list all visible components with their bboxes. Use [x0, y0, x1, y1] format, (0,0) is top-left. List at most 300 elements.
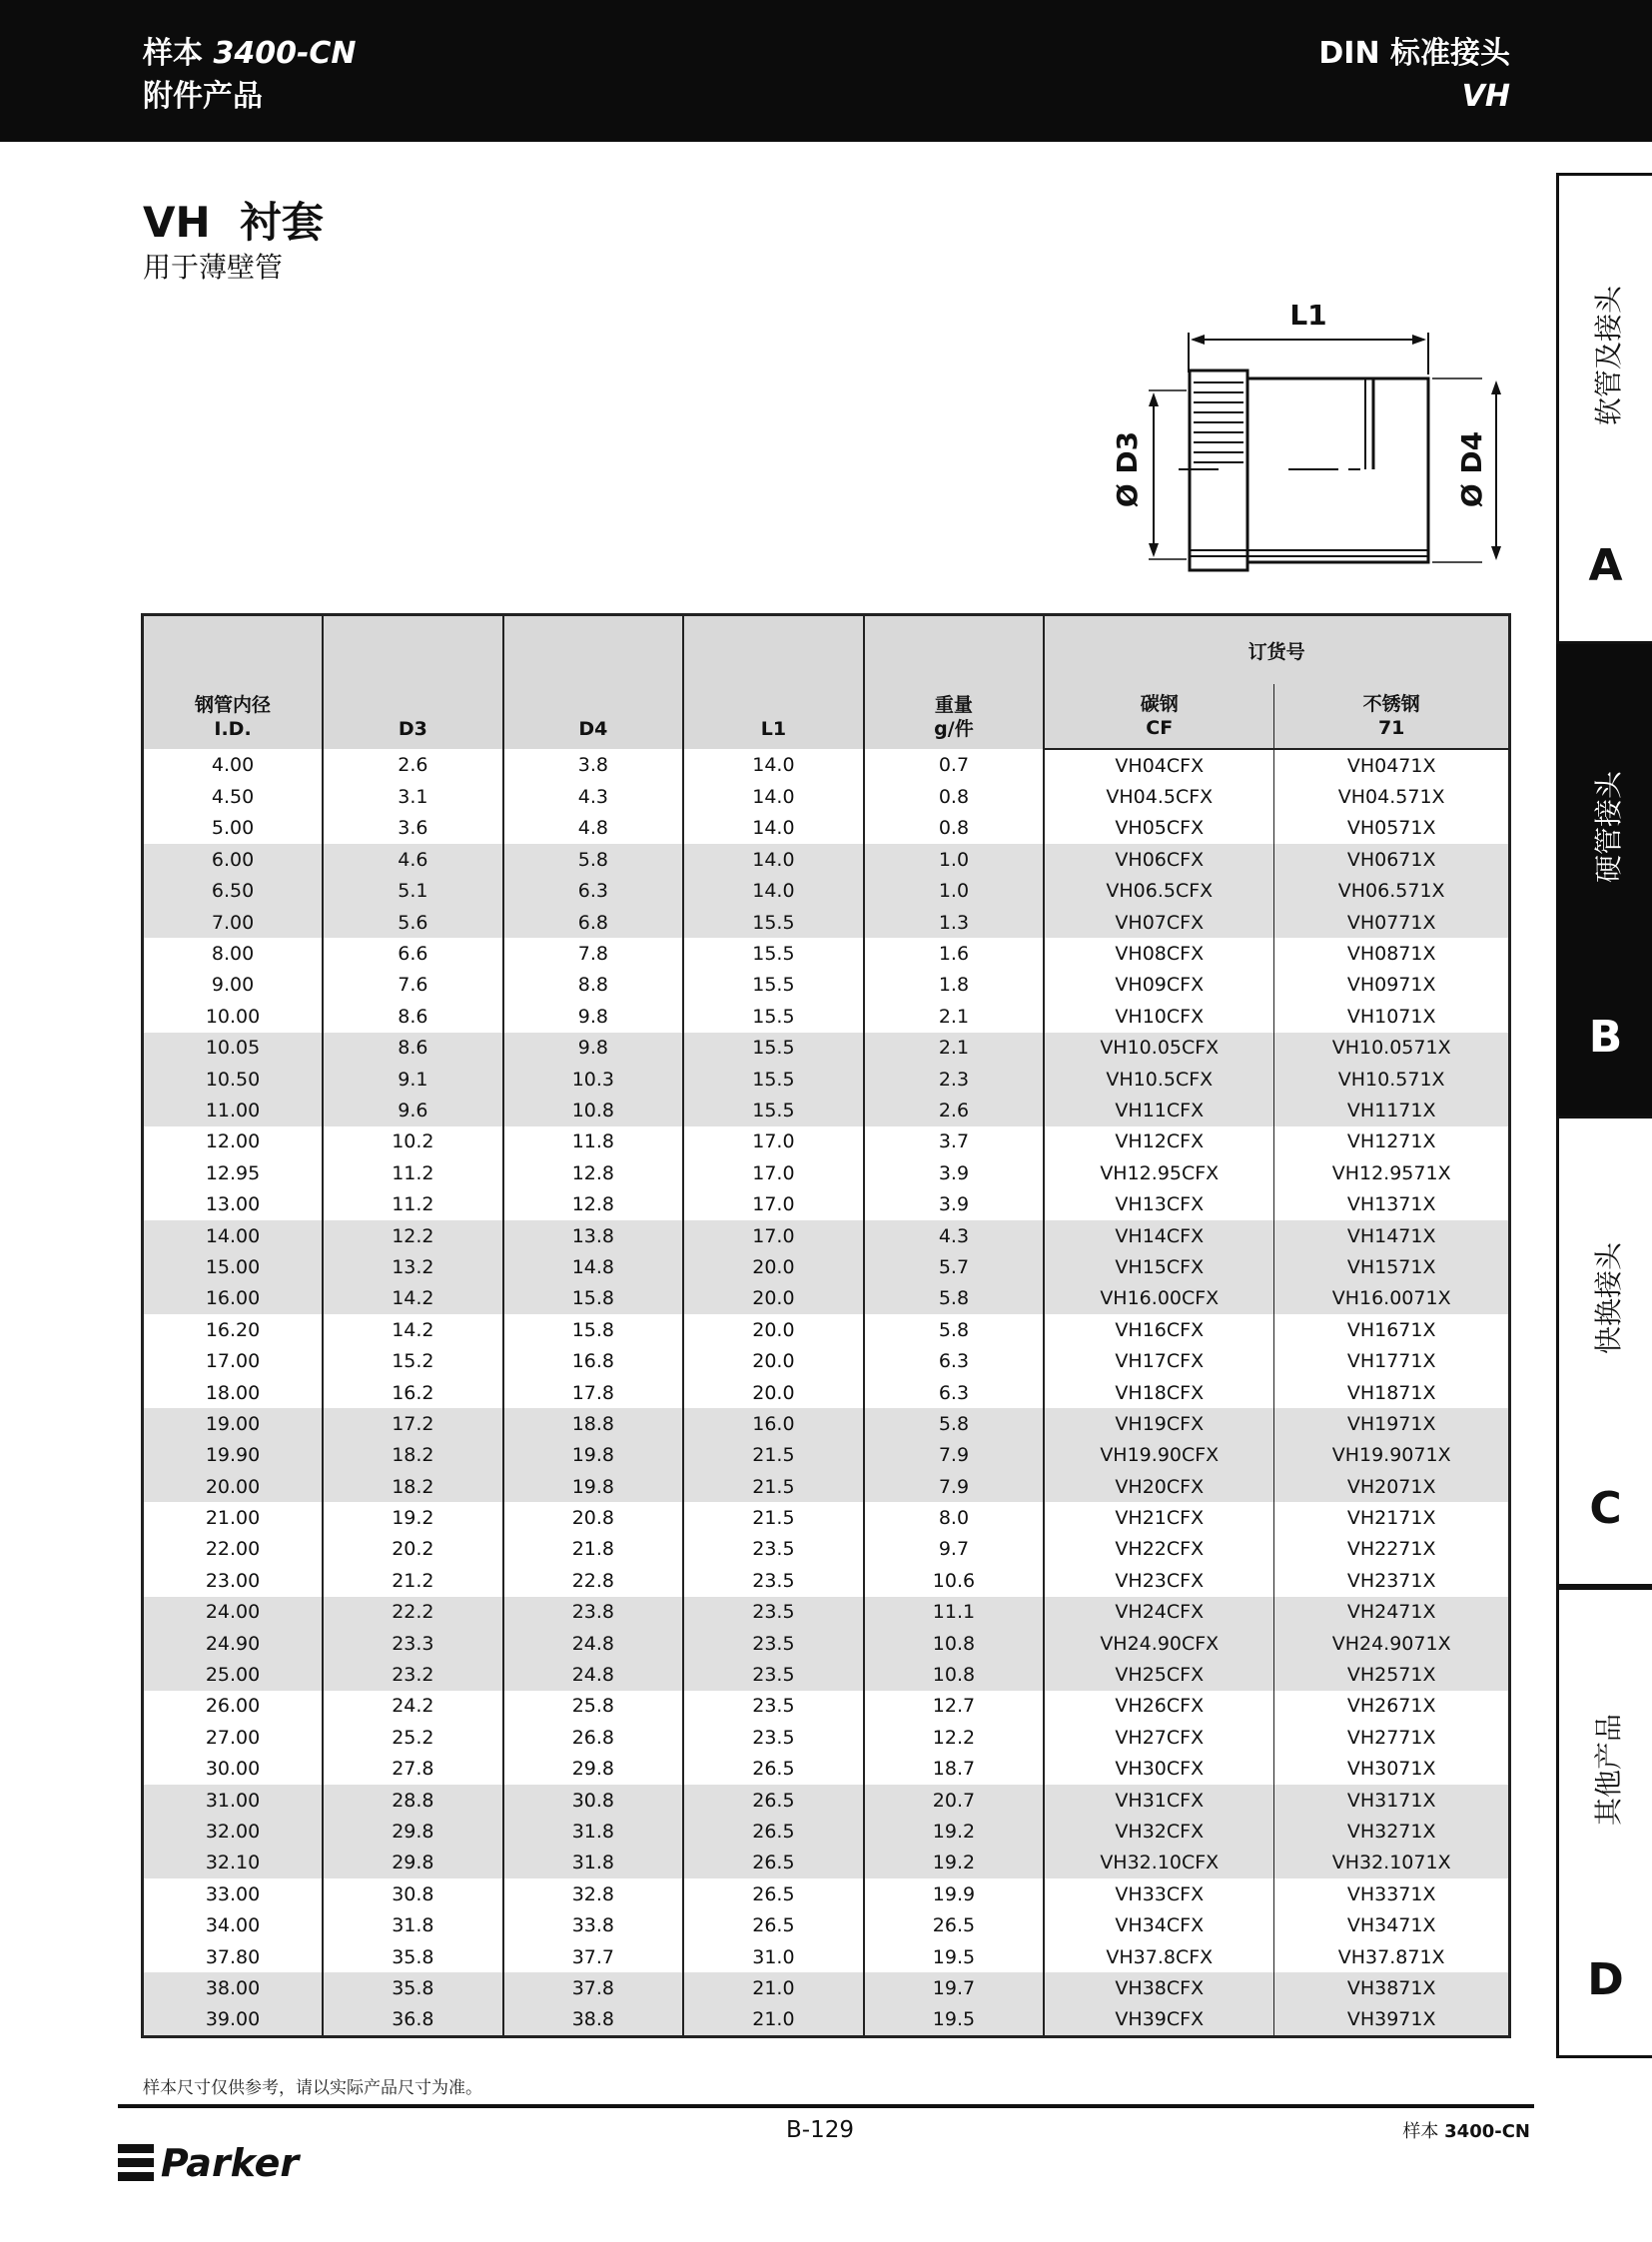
table-row [143, 1251, 1510, 1282]
table-cell: VH06.5CFX [1044, 876, 1274, 907]
table-cell: 17.0 [683, 1220, 864, 1251]
table-cell: 9.1 [323, 1064, 503, 1095]
table-cell: 0.7 [864, 749, 1045, 781]
section-name: 附件产品 [143, 79, 263, 114]
table-cell: 11.1 [864, 1597, 1045, 1628]
product-code: VH [1461, 79, 1510, 114]
table-cell: 10.50 [143, 1064, 324, 1095]
table-cell: 13.00 [143, 1188, 324, 1219]
table-cell: 10.8 [864, 1659, 1045, 1690]
table-row [143, 1471, 1510, 1502]
table-cell: 12.2 [323, 1220, 503, 1251]
table-cell: VH19.90CFX [1044, 1440, 1274, 1471]
label-l1: L1 [1289, 299, 1327, 332]
table-cell: 37.8 [503, 1972, 684, 2003]
table-cell: 1.0 [864, 844, 1045, 875]
table-cell: 5.1 [323, 876, 503, 907]
table-cell: VH0871X [1274, 938, 1510, 969]
tab-c-label: 快换接头 [1592, 1241, 1625, 1355]
table-cell: 24.8 [503, 1628, 684, 1659]
table-row [143, 1377, 1510, 1408]
table-cell: 23.5 [683, 1565, 864, 1596]
table-cell: VH04CFX [1044, 749, 1274, 781]
header-l1: L1 [683, 615, 864, 750]
table-cell: 32.10 [143, 1848, 324, 1878]
table-cell: 32.8 [503, 1878, 684, 1909]
table-cell: VH05CFX [1044, 813, 1274, 844]
table-cell: VH0471X [1274, 749, 1510, 781]
table-cell: 7.9 [864, 1471, 1045, 1502]
tab-b[interactable] [1556, 644, 1652, 1116]
table-cell: VH2271X [1274, 1534, 1510, 1565]
table-cell: 25.2 [323, 1722, 503, 1753]
table-cell: VH04.571X [1274, 781, 1510, 812]
table-cell: 38.00 [143, 1972, 324, 2003]
table-cell: 1.6 [864, 938, 1045, 969]
sleeve-drawing [1099, 295, 1528, 584]
table-cell: VH1271X [1274, 1126, 1510, 1157]
table-cell: VH10CFX [1044, 1001, 1274, 1032]
catalog-reference: 样本 3400-CN [1402, 2121, 1530, 2142]
table-cell: 29.8 [503, 1754, 684, 1785]
table-cell: 20.00 [143, 1471, 324, 1502]
table-cell: VH3871X [1274, 1972, 1510, 2003]
table-cell: 31.00 [143, 1785, 324, 1816]
table-cell: VH24.90CFX [1044, 1628, 1274, 1659]
table-cell: VH39CFX [1044, 2004, 1274, 2037]
table-cell: 11.2 [323, 1188, 503, 1219]
table-cell: VH3171X [1274, 1785, 1510, 1816]
table-row [143, 2004, 1510, 2037]
table-cell: VH20CFX [1044, 1471, 1274, 1502]
table-row [143, 1754, 1510, 1785]
table-cell: 5.7 [864, 1251, 1045, 1282]
table-cell: 5.8 [864, 1314, 1045, 1345]
table-cell: 18.7 [864, 1754, 1045, 1785]
table-cell: 22.00 [143, 1534, 324, 1565]
table-cell: 23.5 [683, 1691, 864, 1722]
table-cell: 2.3 [864, 1064, 1045, 1095]
table-cell: VH3071X [1274, 1754, 1510, 1785]
table-cell: 36.8 [323, 2004, 503, 2037]
table-cell: VH19.9071X [1274, 1440, 1510, 1471]
table-row [143, 1001, 1510, 1032]
table-cell: 16.20 [143, 1314, 324, 1345]
table-cell: 7.00 [143, 907, 324, 938]
table-cell: 23.00 [143, 1565, 324, 1596]
table-cell: 10.8 [864, 1628, 1045, 1659]
table-cell: VH1471X [1274, 1220, 1510, 1251]
table-row [143, 1972, 1510, 2003]
table-cell: VH1671X [1274, 1314, 1510, 1345]
table-cell: VH23CFX [1044, 1565, 1274, 1596]
table-cell: 12.00 [143, 1126, 324, 1157]
table-cell: VH10.5CFX [1044, 1064, 1274, 1095]
table-cell: 30.00 [143, 1754, 324, 1785]
table-cell: 6.8 [503, 907, 684, 938]
table-cell: 14.00 [143, 1220, 324, 1251]
table-cell: 4.00 [143, 749, 324, 781]
table-cell: VH22CFX [1044, 1534, 1274, 1565]
table-cell: 14.0 [683, 781, 864, 812]
tab-c[interactable] [1556, 1116, 1652, 1587]
table-cell: VH1371X [1274, 1188, 1510, 1219]
table-cell: 19.2 [323, 1502, 503, 1533]
table-cell: VH1971X [1274, 1408, 1510, 1439]
product-category: DIN 标准接头 [1318, 36, 1510, 71]
footnote: 样本尺寸仅供参考，请以实际产品尺寸为准。 [143, 2078, 482, 2098]
table-cell: VH2571X [1274, 1659, 1510, 1690]
header-id: 钢管内径 I.D. [143, 615, 324, 750]
table-cell: 27.00 [143, 1722, 324, 1753]
table-cell: 18.2 [323, 1440, 503, 1471]
header-d4: D4 [503, 615, 684, 750]
table-cell: VH10.05CFX [1044, 1033, 1274, 1064]
section-tabs [1556, 173, 1652, 2060]
table-cell: 15.5 [683, 907, 864, 938]
table-cell: 4.3 [864, 1220, 1045, 1251]
table-cell: 19.5 [864, 1941, 1045, 1972]
table-cell: VH0971X [1274, 970, 1510, 1001]
table-cell: 3.6 [323, 813, 503, 844]
catalog-title: 样本 3400-CN [143, 36, 357, 71]
table-cell: 20.7 [864, 1785, 1045, 1816]
table-cell: 2.1 [864, 1033, 1045, 1064]
table-cell: 15.5 [683, 1095, 864, 1125]
header-stainless-steel: 不锈钢 71 [1274, 684, 1510, 749]
table-cell: VH2471X [1274, 1597, 1510, 1628]
table-cell: VH33CFX [1044, 1878, 1274, 1909]
table-cell: 10.00 [143, 1001, 324, 1032]
table-cell: VH0571X [1274, 813, 1510, 844]
table-cell: VH19CFX [1044, 1408, 1274, 1439]
table-cell: VH12.9571X [1274, 1157, 1510, 1188]
table-cell: VH2071X [1274, 1471, 1510, 1502]
footer-rule [118, 2104, 1534, 2108]
table-cell: 39.00 [143, 2004, 324, 2037]
table-row [143, 1126, 1510, 1157]
table-cell: 35.8 [323, 1972, 503, 2003]
table-row [143, 1283, 1510, 1314]
table-cell: 6.00 [143, 844, 324, 875]
table-row [143, 781, 1510, 812]
table-cell: 13.2 [323, 1251, 503, 1282]
table-cell: 9.6 [323, 1095, 503, 1125]
table-cell: 20.2 [323, 1534, 503, 1565]
table-cell: 11.2 [323, 1157, 503, 1188]
table-cell: 21.0 [683, 1972, 864, 2003]
table-cell: VH32.10CFX [1044, 1848, 1274, 1878]
table-row [143, 1345, 1510, 1376]
table-cell: 19.8 [503, 1471, 684, 1502]
table-row [143, 907, 1510, 938]
table-cell: 26.5 [864, 1909, 1045, 1940]
table-cell: 1.8 [864, 970, 1045, 1001]
table-cell: VH1771X [1274, 1345, 1510, 1376]
table-cell: VH37.8CFX [1044, 1941, 1274, 1972]
table-cell: 15.5 [683, 1001, 864, 1032]
table-cell: VH10.571X [1274, 1064, 1510, 1095]
table-cell: VH32CFX [1044, 1816, 1274, 1847]
table-cell: VH11CFX [1044, 1095, 1274, 1125]
table-cell: 18.2 [323, 1471, 503, 1502]
table-cell: 8.00 [143, 938, 324, 969]
table-row [143, 1941, 1510, 1972]
header-bar [0, 0, 1652, 142]
table-cell: 5.00 [143, 813, 324, 844]
tab-d-label: 其他产品 [1592, 1713, 1625, 1827]
table-cell: VH37.871X [1274, 1941, 1510, 1972]
table-row [143, 1440, 1510, 1471]
table-cell: VH1071X [1274, 1001, 1510, 1032]
table-row [143, 1597, 1510, 1628]
table-row [143, 970, 1510, 1001]
table-cell: 12.8 [503, 1188, 684, 1219]
table-cell: VH04.5CFX [1044, 781, 1274, 812]
table-cell: 7.9 [864, 1440, 1045, 1471]
table-cell: 31.8 [503, 1848, 684, 1878]
table-cell: 15.8 [503, 1283, 684, 1314]
table-cell: 26.5 [683, 1785, 864, 1816]
label-d4: Ø D4 [1455, 430, 1488, 508]
table-cell: VH16CFX [1044, 1314, 1274, 1345]
table-cell: VH15CFX [1044, 1251, 1274, 1282]
tab-b-label: 硬管接头 [1592, 770, 1625, 884]
table-cell: 33.00 [143, 1878, 324, 1909]
table-cell: 24.90 [143, 1628, 324, 1659]
table-cell: VH06CFX [1044, 844, 1274, 875]
table-cell: 31.8 [323, 1909, 503, 1940]
table-cell: VH2771X [1274, 1722, 1510, 1753]
table-cell: 23.5 [683, 1659, 864, 1690]
table-cell: 26.5 [683, 1816, 864, 1847]
table-cell: 12.7 [864, 1691, 1045, 1722]
tab-d[interactable] [1556, 1587, 1652, 2058]
table-cell: VH24.9071X [1274, 1628, 1510, 1659]
table-cell: 26.5 [683, 1909, 864, 1940]
table-cell: VH18CFX [1044, 1377, 1274, 1408]
table-cell: VH38CFX [1044, 1972, 1274, 2003]
table-cell: 14.0 [683, 813, 864, 844]
table-cell: VH16.00CFX [1044, 1283, 1274, 1314]
table-cell: 16.2 [323, 1377, 503, 1408]
table-cell: VH3971X [1274, 2004, 1510, 2037]
table-cell: 30.8 [323, 1878, 503, 1909]
table-cell: 13.8 [503, 1220, 684, 1251]
table-cell: VH0771X [1274, 907, 1510, 938]
table-cell: 6.3 [864, 1345, 1045, 1376]
table-cell: 4.50 [143, 781, 324, 812]
table-cell: 12.2 [864, 1722, 1045, 1753]
table-cell: VH14CFX [1044, 1220, 1274, 1251]
table-cell: 23.2 [323, 1659, 503, 1690]
table-cell: 15.00 [143, 1251, 324, 1282]
table-cell: 9.7 [864, 1534, 1045, 1565]
table-cell: 21.8 [503, 1534, 684, 1565]
table-cell: 3.8 [503, 749, 684, 781]
table-cell: VH30CFX [1044, 1754, 1274, 1785]
table-cell: 20.0 [683, 1283, 864, 1314]
table-cell: 19.90 [143, 1440, 324, 1471]
table-cell: 0.8 [864, 813, 1045, 844]
table-cell: VH27CFX [1044, 1722, 1274, 1753]
table-cell: 33.8 [503, 1909, 684, 1940]
table-cell: 19.8 [503, 1440, 684, 1471]
table-cell: 20.8 [503, 1502, 684, 1533]
tab-b-letter: B [1588, 1012, 1623, 1063]
table-cell: 19.5 [864, 2004, 1045, 2037]
table-cell: 1.3 [864, 907, 1045, 938]
tab-d-letter: D [1587, 1954, 1624, 2005]
table-cell: 14.2 [323, 1283, 503, 1314]
table-cell: VH09CFX [1044, 970, 1274, 1001]
table-cell: 12.8 [503, 1157, 684, 1188]
table-cell: VH12.95CFX [1044, 1157, 1274, 1188]
table-cell: 25.00 [143, 1659, 324, 1690]
table-cell: 16.0 [683, 1408, 864, 1439]
table-cell: 17.8 [503, 1377, 684, 1408]
table-cell: 15.5 [683, 938, 864, 969]
table-cell: 38.8 [503, 2004, 684, 2037]
table-row [143, 1220, 1510, 1251]
table-cell: 5.6 [323, 907, 503, 938]
table-row [143, 1095, 1510, 1125]
table-cell: 9.00 [143, 970, 324, 1001]
table-cell: 22.8 [503, 1565, 684, 1596]
table-cell: 21.0 [683, 2004, 864, 2037]
table-cell: 5.8 [864, 1283, 1045, 1314]
table-cell: 28.8 [323, 1785, 503, 1816]
table-cell: 23.8 [503, 1597, 684, 1628]
table-cell: 2.6 [323, 749, 503, 781]
header-order-number: 订货号 [1044, 615, 1509, 685]
table-cell: 1.0 [864, 876, 1045, 907]
table-cell: VH1571X [1274, 1251, 1510, 1282]
tab-c-letter: C [1589, 1483, 1622, 1534]
table-cell: 19.9 [864, 1878, 1045, 1909]
table-cell: 21.00 [143, 1502, 324, 1533]
table-cell: 18.00 [143, 1377, 324, 1408]
table-cell: 15.5 [683, 1064, 864, 1095]
table-cell: 24.00 [143, 1597, 324, 1628]
header-right [1318, 32, 1510, 118]
table-cell: 6.6 [323, 938, 503, 969]
table-cell: VH34CFX [1044, 1909, 1274, 1940]
table-cell: 30.8 [503, 1785, 684, 1816]
table-row [143, 938, 1510, 969]
table-cell: VH1871X [1274, 1377, 1510, 1408]
table-cell: 27.8 [323, 1754, 503, 1785]
tab-a-label: 软管及接头 [1592, 285, 1625, 426]
table-cell: 21.5 [683, 1471, 864, 1502]
table-cell: VH10.0571X [1274, 1033, 1510, 1064]
table-cell: 25.8 [503, 1691, 684, 1722]
page-subtitle: 用于薄壁管 [143, 251, 284, 284]
table-cell: 6.50 [143, 876, 324, 907]
table-cell: 5.8 [503, 844, 684, 875]
table-cell: 17.0 [683, 1126, 864, 1157]
table-cell: 0.8 [864, 781, 1045, 812]
table-cell: VH31CFX [1044, 1785, 1274, 1816]
table-cell: 34.00 [143, 1909, 324, 1940]
table-cell: 9.8 [503, 1033, 684, 1064]
page-number: B-129 [786, 2117, 854, 2143]
table-cell: 11.8 [503, 1126, 684, 1157]
table-cell: 11.00 [143, 1095, 324, 1125]
table-cell: VH2171X [1274, 1502, 1510, 1533]
table-cell: VH2371X [1274, 1565, 1510, 1596]
table-cell: VH32.1071X [1274, 1848, 1510, 1878]
table-cell: 19.00 [143, 1408, 324, 1439]
table-cell: 8.6 [323, 1033, 503, 1064]
table-cell: 14.2 [323, 1314, 503, 1345]
table-row [143, 1314, 1510, 1345]
table-row [143, 1188, 1510, 1219]
table-cell: 10.3 [503, 1064, 684, 1095]
table-cell: 3.9 [864, 1188, 1045, 1219]
table-cell: 23.5 [683, 1534, 864, 1565]
table-cell: 18.8 [503, 1408, 684, 1439]
table-cell: 16.8 [503, 1345, 684, 1376]
parker-logo-text: Parker [160, 2141, 300, 2185]
header-d3: D3 [323, 615, 503, 750]
table-cell: 8.6 [323, 1001, 503, 1032]
table-row [143, 1848, 1510, 1878]
tab-a-letter: A [1588, 540, 1623, 591]
table-cell: VH13CFX [1044, 1188, 1274, 1219]
table-cell: 19.7 [864, 1972, 1045, 2003]
table-row [143, 749, 1510, 781]
table-cell: 26.00 [143, 1691, 324, 1722]
table-cell: VH25CFX [1044, 1659, 1274, 1690]
table-row [143, 1534, 1510, 1565]
table-cell: 15.8 [503, 1314, 684, 1345]
table-cell: VH17CFX [1044, 1345, 1274, 1376]
table-cell: 31.8 [503, 1816, 684, 1847]
table-cell: 26.8 [503, 1722, 684, 1753]
table-row [143, 1064, 1510, 1095]
table-cell: 2.6 [864, 1095, 1045, 1125]
table-cell: 5.8 [864, 1408, 1045, 1439]
table-cell: 31.0 [683, 1941, 864, 1972]
table-cell: 22.2 [323, 1597, 503, 1628]
table-row [143, 1408, 1510, 1439]
table-cell: 3.1 [323, 781, 503, 812]
spec-table [141, 613, 1511, 2038]
table-row [143, 1722, 1510, 1753]
table-row [143, 1691, 1510, 1722]
table-cell: 15.2 [323, 1345, 503, 1376]
table-cell: 26.5 [683, 1754, 864, 1785]
tab-a[interactable] [1556, 173, 1652, 644]
table-cell: VH06.571X [1274, 876, 1510, 907]
table-cell: 21.2 [323, 1565, 503, 1596]
table-cell: 8.8 [503, 970, 684, 1001]
table-cell: 26.5 [683, 1848, 864, 1878]
table-cell: 20.0 [683, 1314, 864, 1345]
table-cell: 23.5 [683, 1628, 864, 1659]
table-cell: VH2671X [1274, 1691, 1510, 1722]
table-cell: 3.7 [864, 1126, 1045, 1157]
table-cell: VH0671X [1274, 844, 1510, 875]
table-cell: 9.8 [503, 1001, 684, 1032]
table-cell: 15.5 [683, 1033, 864, 1064]
table-cell: VH3271X [1274, 1816, 1510, 1847]
table-cell: 10.2 [323, 1126, 503, 1157]
table-cell: 37.80 [143, 1941, 324, 1972]
table-cell: 7.6 [323, 970, 503, 1001]
table-cell: 3.9 [864, 1157, 1045, 1188]
